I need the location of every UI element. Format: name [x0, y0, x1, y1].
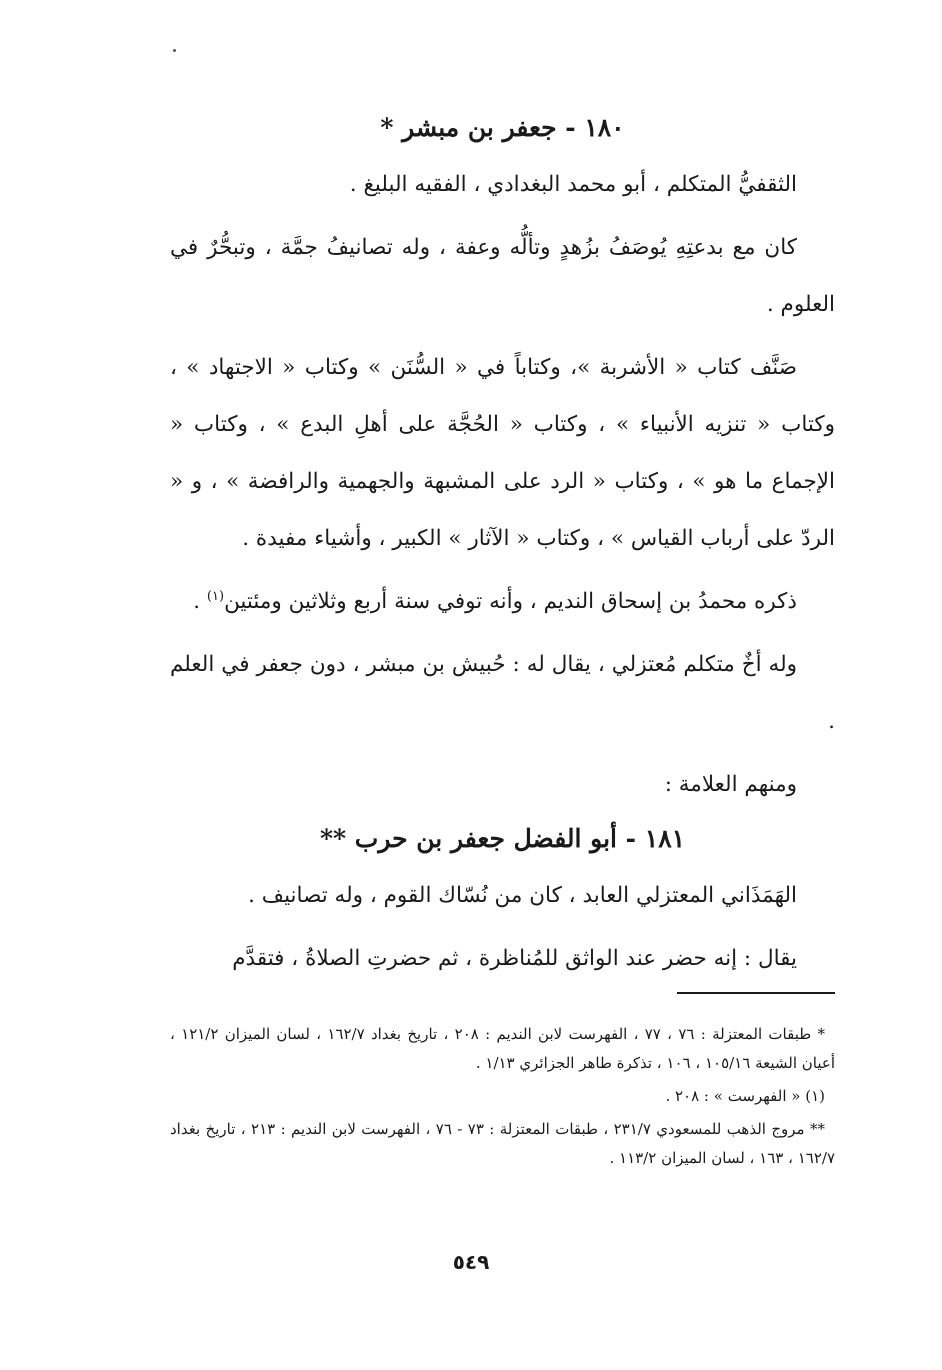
page-number: ٥٤٩ [452, 1250, 490, 1274]
footnote-divider [677, 992, 835, 994]
entry-180-heading: ١٨٠ - جعفر بن مبشر * [380, 113, 625, 142]
entry-180-brother-para: وله أخٌ متكلم مُعتزلي ، يقال له : حُبيش بن مبشر ، دون جعفر في العلم . [170, 652, 835, 734]
entry-180-para-1: الثقفيُّ المتكلم ، أبو محمد البغدادي ، الفقيه البليغ . [349, 172, 797, 197]
death-end: . [193, 589, 207, 614]
page-body [170, 100, 835, 993]
footnote-star: * طبقات المعتزلة : ٧٦ ، ٧٧ ، الفهرست لابن النديم : ٢٠٨ ، تاريخ بغداد ١٦٢/٧ ، لسان الميزان ١٢١/٢ ، أعيان الشيعة ١٠٥/١٦ ، ١٠٦ ، تذكرة طاهر الجزائري ١/١٣ . [170, 1025, 835, 1072]
scan-speck [173, 49, 176, 52]
footnote-double-star: ** مروج الذهب للمسعودي ٢٣١/٧ ، طبقات المعتزلة : ٧٣ - ٧٦ ، الفهرست لابن النديم : ٢١٣ ، تاريخ بغداد ١٦٢/٧ ، ١٦٣ ، لسان الميزان ١١٣/٢ . [170, 1120, 835, 1167]
entry-181-para-2: يقال : إنه حضر عند الواثق للمُناظرة ، ثم حضرتِ الصلاةُ ، فتقدَّم [232, 946, 797, 971]
footnotes [170, 1020, 835, 1177]
footnote-1: (١) « الفهرست » : ٢٠٨ . [665, 1087, 825, 1105]
entry-180-death-para [170, 573, 835, 630]
entry-180-transition: ومنهم العلامة : [664, 772, 797, 797]
death-text: ذكره محمدُ بن إسحاق النديم ، وأنه توفي سنة أربع وثلاثين ومئتين [224, 589, 797, 614]
entry-180-para-2: كان مع بدعتِهِ يُوصَفُ بزُهدٍ وتألُّه وعفة ، وله تصانيفُ جمَّة ، وتبحُّرٌ في العلوم . [170, 235, 835, 317]
footnote-ref-1[interactable]: (١) [206, 588, 225, 604]
entry-180-para-3: صَنَّف كتاب « الأشربة »، وكتاباً في « السُّنَن » وكتاب « الاجتهاد » ، وكتاب « تنزيه الأنبياء » ، وكتاب « الحُجَّة على أهلِ البدع » ، وكتاب « الإجماع ما هو » ، وكتاب « الرد على المشبهة والجهمية والرافضة » ، و « الردّ على أرباب القياس » ، وكتاب « الآثار » الكبير ، وأشياء مفيدة . [170, 355, 835, 551]
entry-181-para-1: الهَمَذَاني المعتزلي العابد ، كان من نُسّاك القوم ، وله تصانيف . [248, 883, 797, 908]
entry-181-heading: ١٨١ - أبو الفضل جعفر بن حرب ** [319, 824, 686, 853]
